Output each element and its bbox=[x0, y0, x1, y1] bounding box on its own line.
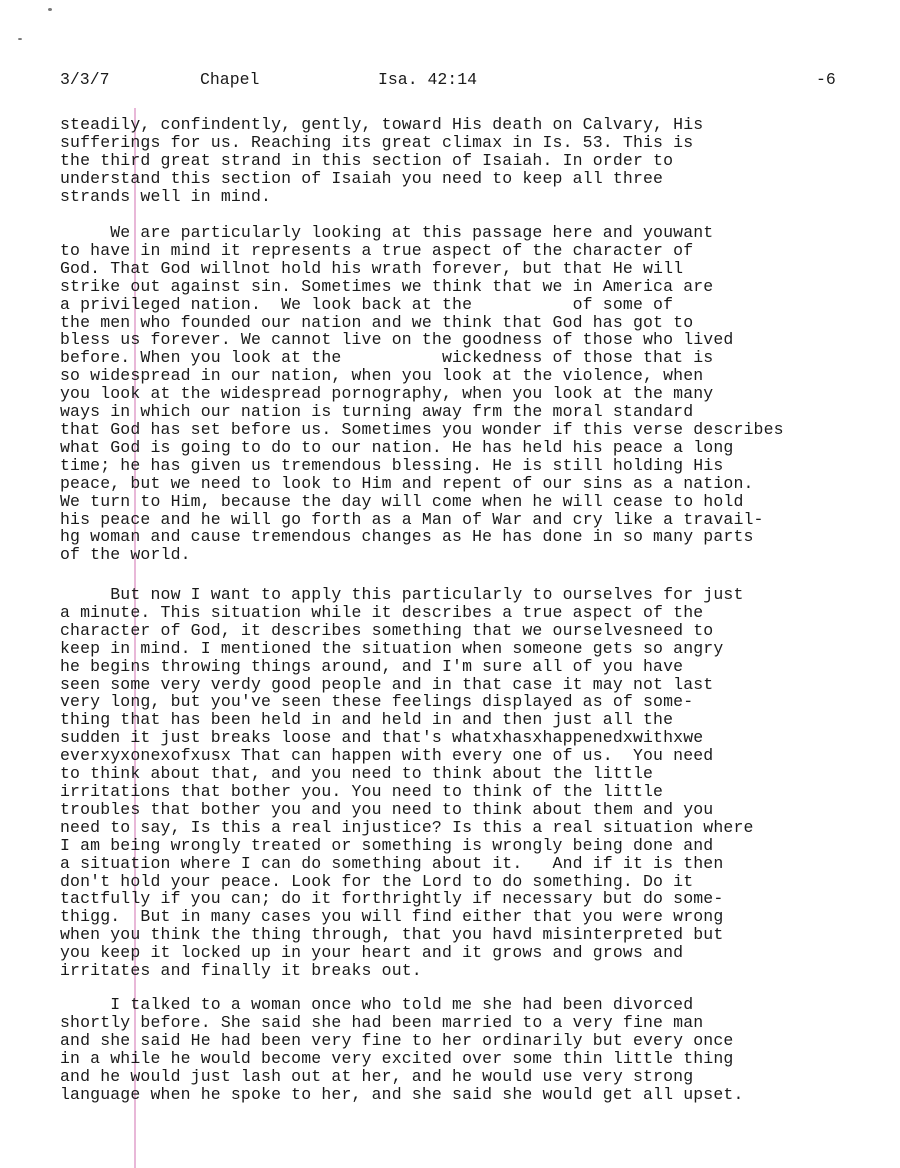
paragraph-3: But now I want to apply this particularly to ourselves for just a minute. This situation while it describes a true aspect of the character of God, it describes something that we ourselvesneed to keep in mind. I mentioned the situation when someone gets so angry he begins throwing things around, and I'm sure all of you have seen some very verdy good people and in that case it may not last very long, but you've seen these feelings displayed as of some- thing that has been held in and held in and then just all the sudden it just breaks loose and that's whatxhasxhappenedxwithxwe everxyxonexofxusx That can happen with every one of us. You need to think about that, and you need to think about the little irritations that bother you. You need to think of the little troubles that bother you and you need to think about them and you need to say, Is this a real injustice? Is this a real situation where I am being wrongly treated or something is wrongly being done and a situation where I can do something about it. And if it is then don't hold your peace. Look for the Lord to do something. Do it tactfully if you can; do it forthrightly if necessary but do some- thigg. But in many cases you will find either that you were wrong when you think the thing through, that you havd misinterpreted but you keep it locked up in your heart and it grows and grows and irritates and finally it breaks out. bbox=[60, 585, 754, 981]
header-venue: Chapel bbox=[200, 70, 260, 89]
paragraph-2: We are particularly looking at this passage here and youwant to have in mind it represents a true aspect of the character of God. That God willnot hold his wrath forever, but that He will strike out against sin. Sometimes we think that we in America are a privileged nation. We look back at the of some of the men who founded our nation and we think that God has got to bless us forever. We cannot live on the goodness of those who lived before. When you look at the wickedness of those that is so widespread in our nation, when you look at the violence, when you look at the widespread pornography, when you look at the many ways in which our nation is turning away frm the moral standard that God has set before us. Sometimes you wonder if this verse describes what God is going to do to our nation. He has held his peace a long time; he has given us tremendous blessing. He is still holding His peace, but we need to look to Him and repent of our sins as a nation. We turn to Him, because the day will come when he will cease to hold his peace and he will go forth as a Man of War and cry like a travail- hg woman and cause tremendous changes as He has done in so many parts of the world. bbox=[60, 223, 784, 565]
header-page-number: -6 bbox=[816, 70, 836, 89]
scan-speck bbox=[18, 38, 22, 40]
paragraph-1: steadily, confindently, gently, toward His death on Calvary, His sufferings for us. Reaching its great climax in Is. 53. This is the third great strand in this section of Isaiah. In order to understand this section of Isaiah you need to keep all three strands well in mind. bbox=[60, 115, 704, 206]
scan-speck bbox=[48, 8, 52, 11]
header-date: 3/3/7 bbox=[60, 70, 110, 89]
header-reference: Isa. 42:14 bbox=[378, 70, 478, 89]
paragraph-4: I talked to a woman once who told me she had been divorced shortly before. She said she had been married to a very fine man and she said He had been very fine to her ordinarily but every once in a while he would become very excited over some thin little thing and he would just lash out at her, and he would use very strong language when he spoke to her, and she said she would get all upset. bbox=[60, 995, 744, 1104]
